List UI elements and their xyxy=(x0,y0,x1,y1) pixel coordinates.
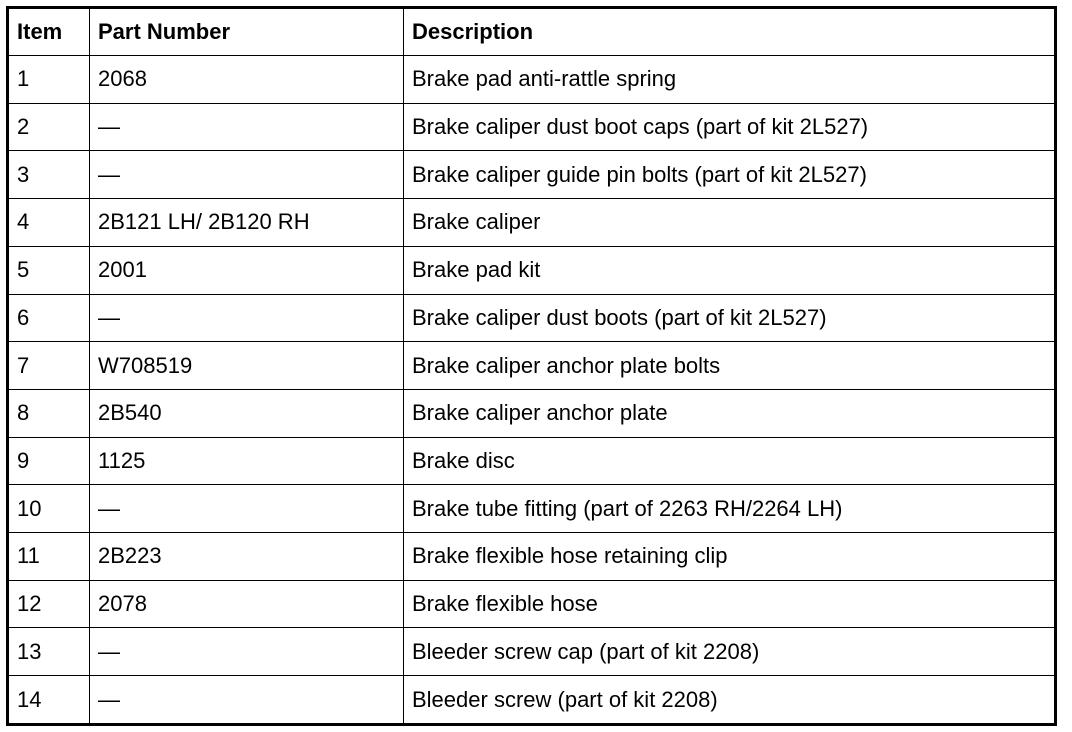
header-row xyxy=(8,8,1056,56)
description-cell: Brake pad anti-rattle spring xyxy=(404,56,1056,104)
item-cell: 2 xyxy=(8,103,90,151)
description-cell: Brake caliper dust boots (part of kit 2L527) xyxy=(404,294,1056,342)
item-cell: 14 xyxy=(8,676,90,725)
part-number-cell: 2001 xyxy=(90,246,404,294)
table-row xyxy=(8,103,1056,151)
item-cell: 11 xyxy=(8,533,90,581)
table-row xyxy=(8,56,1056,104)
part-number-cell: — xyxy=(90,151,404,199)
table-row xyxy=(8,294,1056,342)
part-number-cell: 1125 xyxy=(90,437,404,485)
item-cell: 13 xyxy=(8,628,90,676)
table-row xyxy=(8,342,1056,390)
item-cell: 4 xyxy=(8,199,90,247)
table-row xyxy=(8,151,1056,199)
table-row xyxy=(8,199,1056,247)
part-number-cell: — xyxy=(90,294,404,342)
item-cell: 6 xyxy=(8,294,90,342)
description-cell: Brake caliper anchor plate xyxy=(404,389,1056,437)
description-cell: Brake disc xyxy=(404,437,1056,485)
table-row xyxy=(8,389,1056,437)
item-cell: 8 xyxy=(8,389,90,437)
part-number-cell: 2078 xyxy=(90,580,404,628)
part-number-cell: — xyxy=(90,485,404,533)
table-row xyxy=(8,246,1056,294)
table-row xyxy=(8,533,1056,581)
table-row xyxy=(8,580,1056,628)
part-number-cell: — xyxy=(90,628,404,676)
parts-table xyxy=(6,6,1057,726)
description-cell: Bleeder screw cap (part of kit 2208) xyxy=(404,628,1056,676)
item-cell: 5 xyxy=(8,246,90,294)
table-row xyxy=(8,437,1056,485)
part-number-cell: 2068 xyxy=(90,56,404,104)
description-cell: Brake caliper guide pin bolts (part of kit 2L527) xyxy=(404,151,1056,199)
part-number-cell: 2B540 xyxy=(90,389,404,437)
description-cell: Brake caliper dust boot caps (part of kit 2L527) xyxy=(404,103,1056,151)
column-header-item: Item xyxy=(8,8,90,56)
column-header-part-number: Part Number xyxy=(90,8,404,56)
description-cell: Brake caliper xyxy=(404,199,1056,247)
table-row xyxy=(8,628,1056,676)
column-header-description: Description xyxy=(404,8,1056,56)
item-cell: 1 xyxy=(8,56,90,104)
item-cell: 12 xyxy=(8,580,90,628)
table-row xyxy=(8,485,1056,533)
description-cell: Brake flexible hose retaining clip xyxy=(404,533,1056,581)
part-number-cell: — xyxy=(90,103,404,151)
table-row xyxy=(8,676,1056,725)
description-cell: Bleeder screw (part of kit 2208) xyxy=(404,676,1056,725)
description-cell: Brake caliper anchor plate bolts xyxy=(404,342,1056,390)
part-number-cell: 2B121 LH/ 2B120 RH xyxy=(90,199,404,247)
part-number-cell: 2B223 xyxy=(90,533,404,581)
description-cell: Brake pad kit xyxy=(404,246,1056,294)
description-cell: Brake tube fitting (part of 2263 RH/2264 LH) xyxy=(404,485,1056,533)
item-cell: 10 xyxy=(8,485,90,533)
part-number-cell: — xyxy=(90,676,404,725)
item-cell: 9 xyxy=(8,437,90,485)
item-cell: 7 xyxy=(8,342,90,390)
item-cell: 3 xyxy=(8,151,90,199)
part-number-cell: W708519 xyxy=(90,342,404,390)
description-cell: Brake flexible hose xyxy=(404,580,1056,628)
